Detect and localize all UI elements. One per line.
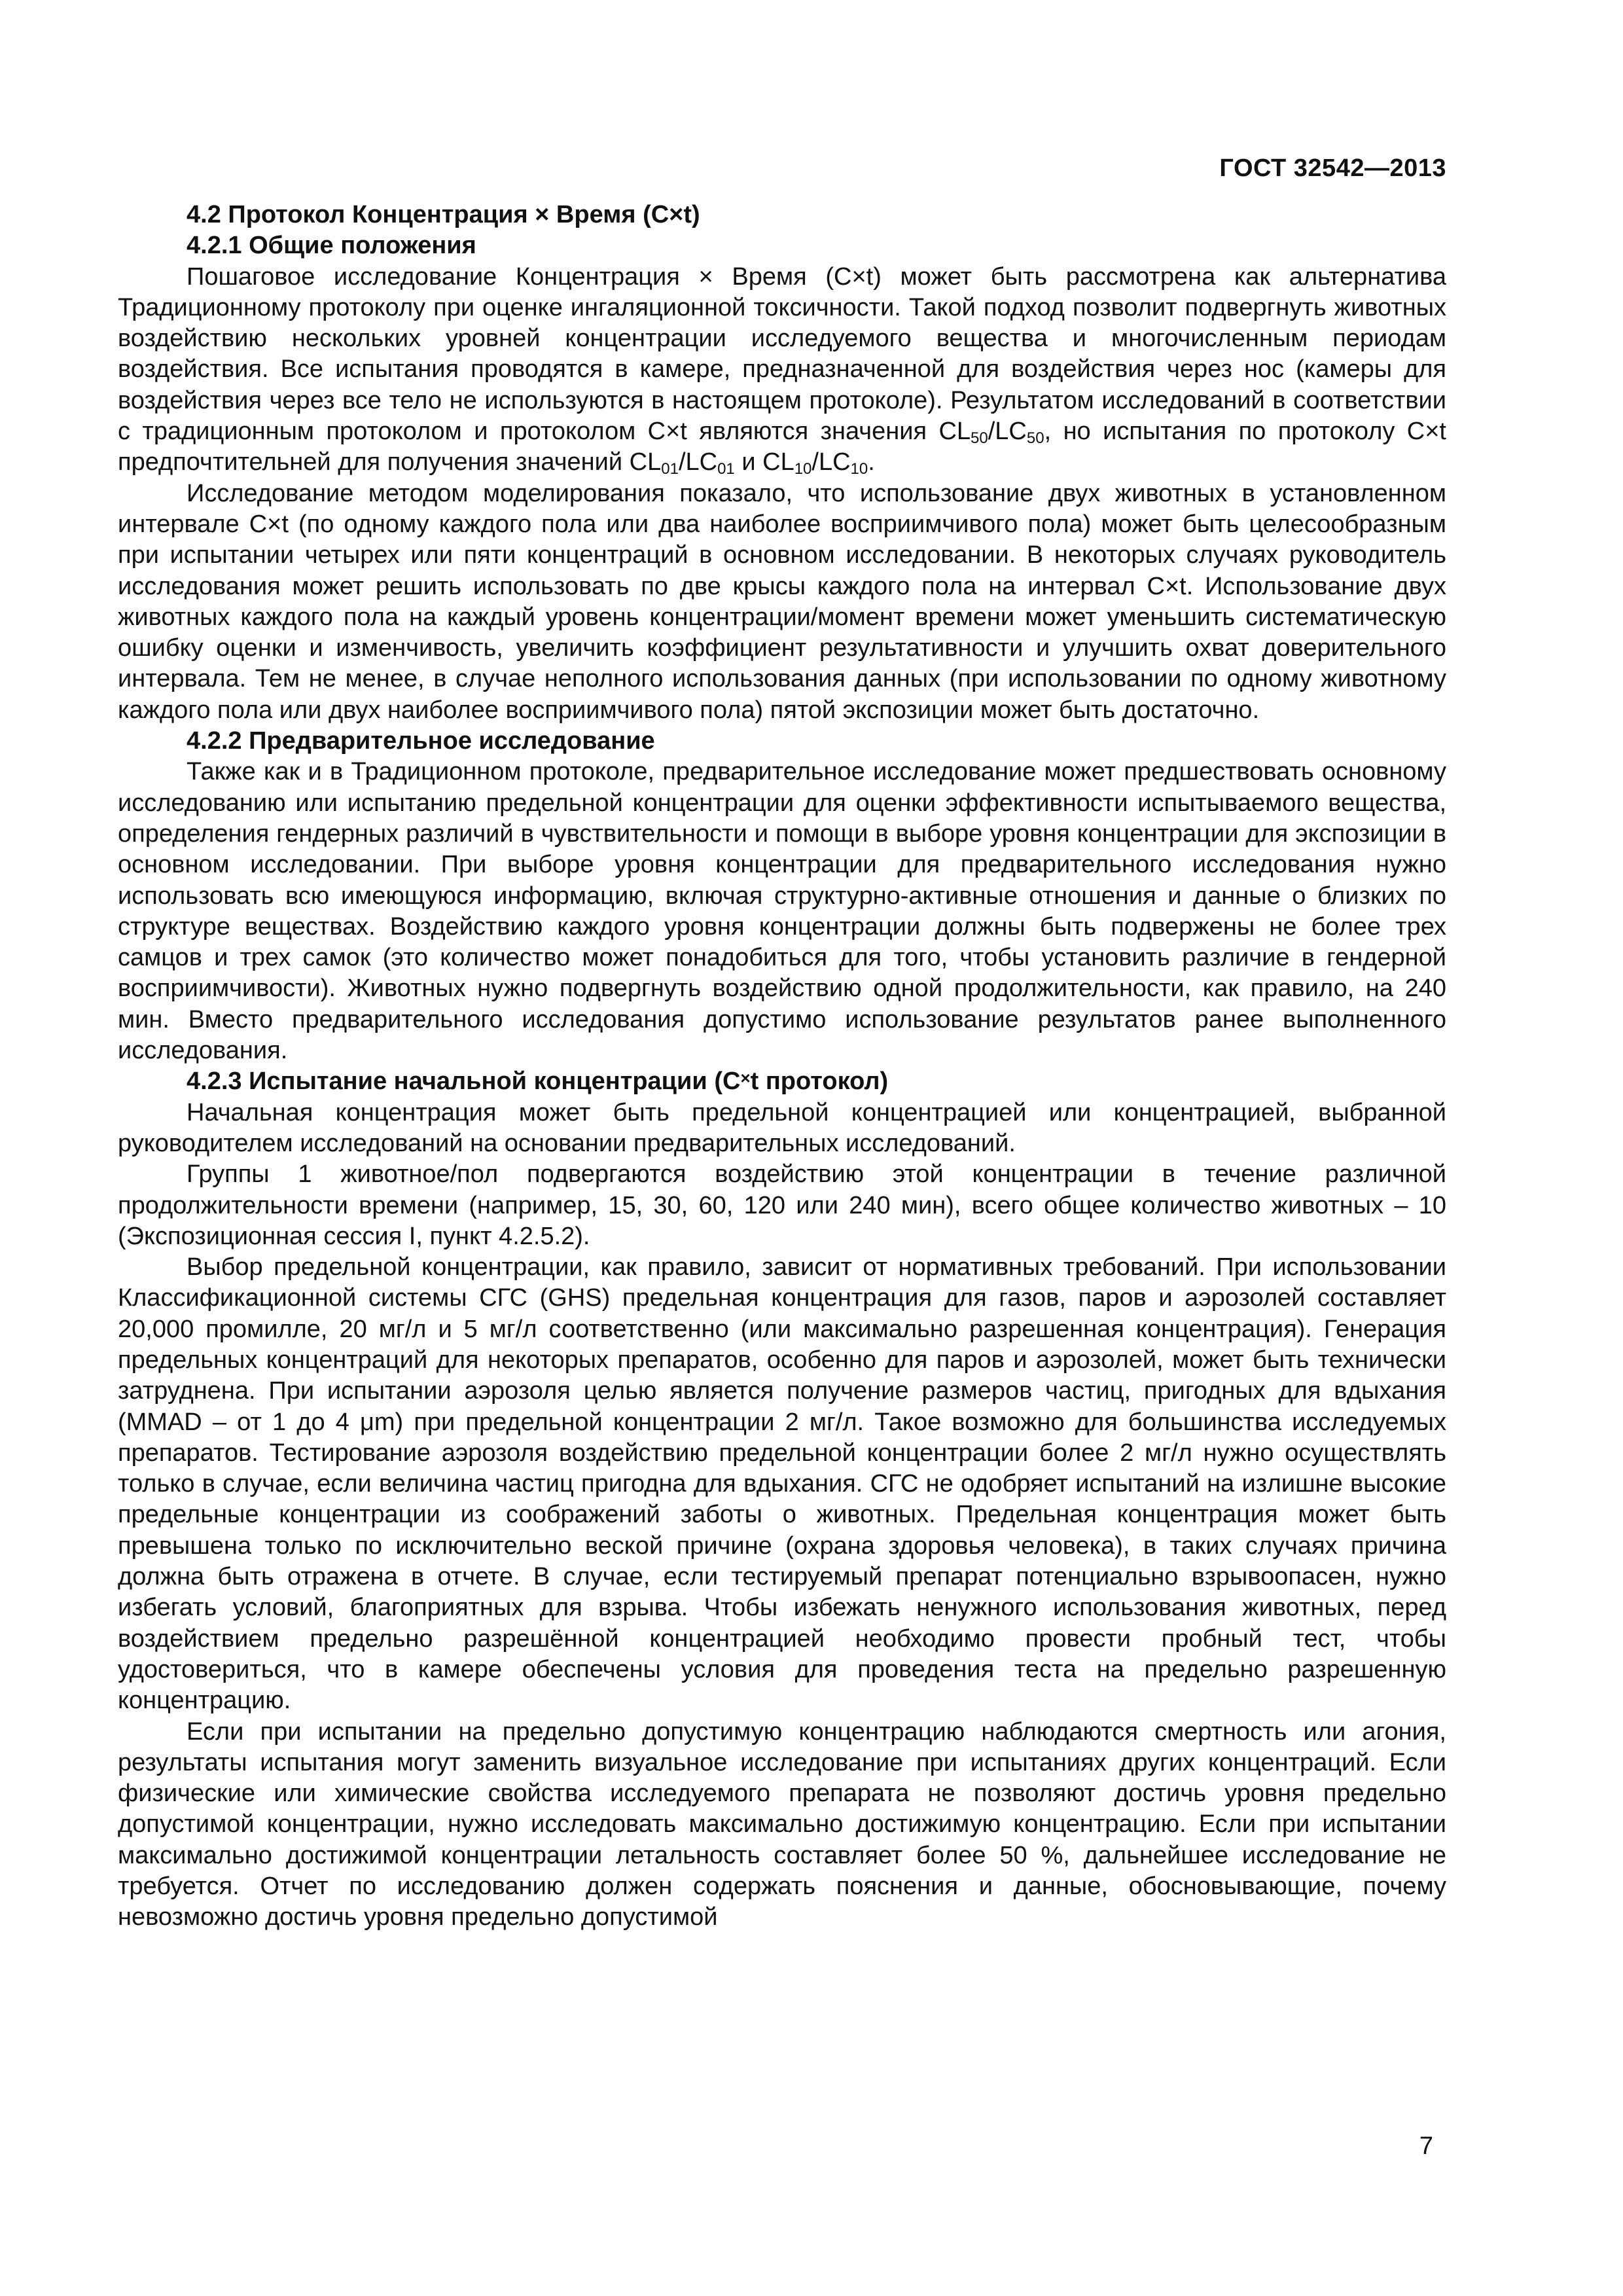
subscript: 50 (1026, 429, 1044, 448)
subscript: 01 (661, 460, 679, 478)
subscript: 50 (971, 429, 988, 448)
text-run: Пошаговое исследование Концентрация × Время (C×t) может быть рассмотрена как альтернатива Традиционному протоколу при оценке ингаляционной токсичности. Такой подход позволит подвергнуть животных воздействию нескольких уровней концентрации исследуемого вещества и многочисленным периодам воздействия. Все испытания проводятся в камере, предназначенной для воздействия через нос (камеры для воздействия через все тело не используются в настоящем протоколе). Результатом исследований в соответствии с традиционным протоколом и протоколом C×t являются значения CL (118, 262, 1446, 446)
section-heading-4-2-2: 4.2.2 Предварительное исследование (187, 727, 655, 755)
text-run: . (868, 448, 875, 476)
paragraph: Выбор предельной концентрации, как правило, зависит от нормативных требований. При использовании Классификационной системы СГС (GHS) предельная концентрация для газов, паров и аэрозолей составляет 20,000 промилле, 20 мг/л и 5 мг/л соответственно (или максимально разрешенная концентрация). Генерация предельных концентраций для некоторых препаратов, особенно для паров и аэрозолей, может быть технически затруднена. При испытании аэрозоля целью является получение размеров частиц, пригодных для вдыхания (MMAD – от 1 до 4 μm) при предельной концентрации 2 мг/л. Такое возможно для большинства исследуемых препаратов. Тестирование аэрозоля воздействию предельной концентрации более 2 мг/л нужно осуществлять только в случае, если величина частиц пригодна для вдыхания. СГС не одобряет испытаний на излишне высокие предельные концентрации из соображений заботы о животных. Предельная концентрация может быть превышена только по исключительно веской причине (охрана здоровья человека), в таких случаях причина должна быть отражена в отчете. В случае, если тестируемый препарат потенциально взрывоопасен, нужно избегать условий, благоприятных для взрыва. Чтобы избежать ненужного использования животных, перед воздействием предельно разрешённой концентрацией необходимо провести пробный тест, чтобы удостовериться, что в камере обеспечены условия для проведения теста на предельно разрешенную концентрацию. (118, 1253, 1446, 1715)
text-run: /LC (812, 448, 851, 476)
subscript: 10 (850, 460, 868, 478)
document-body (118, 200, 1446, 1933)
page-number: 7 (1419, 2132, 1433, 2160)
text-run: /LC (988, 418, 1027, 446)
paragraph: Группы 1 животное/пол подвергаются воздействию этой концентрации в течение различной продолжительности времени (например, 15, 30, 60, 120 или 240 мин), всего общее количество животных – 10 (Экспозиционная сессия I, пункт 4.2.5.2). (118, 1160, 1446, 1250)
paragraph (118, 262, 1446, 478)
superscript: × (740, 1068, 751, 1088)
section-heading-4-2-1: 4.2.1 Общие положения (187, 232, 476, 260)
paragraph: Начальная концентрация может быть предельной концентрацией или концентрацией, выбранной руководителем исследований на основании предварительных исследований. (118, 1098, 1446, 1157)
paragraph: Также как и в Традиционном протоколе, предварительное исследование может предшествовать основному исследованию или испытанию предельной концентрации для оценки эффективности испытываемого вещества, определения гендерных различий в чувствительности и помощи в выборе уровня концентрации для экспозиции в основном исследовании. При выборе уровня концентрации для предварительного исследования нужно использовать всю имеющуюся информацию, включая структурно-активные отношения и данные о близких по структуре веществах. Воздействию каждого уровня концентрации должны быть подвержены не более трех самцов и трех самок (это количество может понадобиться для того, чтобы установить различие в гендерной восприимчивости). Животных нужно подвергнуть воздействию одной продолжительности, как правило, на 240 мин. Вместо предварительного исследования допустимо использование результатов ранее выполненного исследования. (118, 758, 1446, 1065)
heading-text: 4.2.3 Испытание начальной концентрации (C (187, 1067, 741, 1096)
heading-text: t протокол) (750, 1067, 889, 1096)
text-run: , но испытания по протоколу C×t предпочтительней для получения значений CL (118, 418, 1446, 476)
section-heading-4-2: 4.2 Протокол Концентрация × Время (C×t) (187, 201, 700, 228)
section-heading-4-2-3 (118, 1066, 1446, 1097)
text-run: /LC (678, 448, 718, 476)
subscript: 01 (717, 460, 735, 478)
paragraph: Исследование методом моделирования показало, что использование двух животных в установленном интервале C×t (по одному каждого пола или два наиболее восприимчивого пола) может быть целесообразным при испытании четырех или пяти концентраций в основном исследовании. В некоторых случаях руководитель исследования может решить использовать по две крысы каждого пола на интервал C×t. Использование двух животных каждого пола на каждый уровень концентрации/момент времени может уменьшить систематическую ошибку оценки и изменчивость, увеличить коэффициент результативности и улучшить охват доверительного интервала. Тем не менее, в случае неполного использования данных (при использовании по одному животному каждого пола или двух наиболее восприимчивого пола) пятой экспозиции может быть достаточно. (118, 479, 1446, 724)
document-id: ГОСТ 32542—2013 (1219, 154, 1446, 182)
subscript: 10 (794, 460, 812, 478)
paragraph: Если при испытании на предельно допустимую концентрацию наблюдаются смертность или агония, результаты испытания могут заменить визуальное исследование при испытаниях других концентраций. Если физические или химические свойства исследуемого препарата не позволяют достичь уровня предельно допустимой концентрации, нужно исследовать максимально достижимую концентрацию. Если при испытании максимально достижимой концентрации летальность составляет более 50 %, дальнейшее исследование не требуется. Отчет по исследованию должен содержать пояснения и данные, обосновывающие, почему невозможно достичь уровня предельно допустимой (118, 1717, 1446, 1931)
text-run: и CL (734, 448, 794, 476)
